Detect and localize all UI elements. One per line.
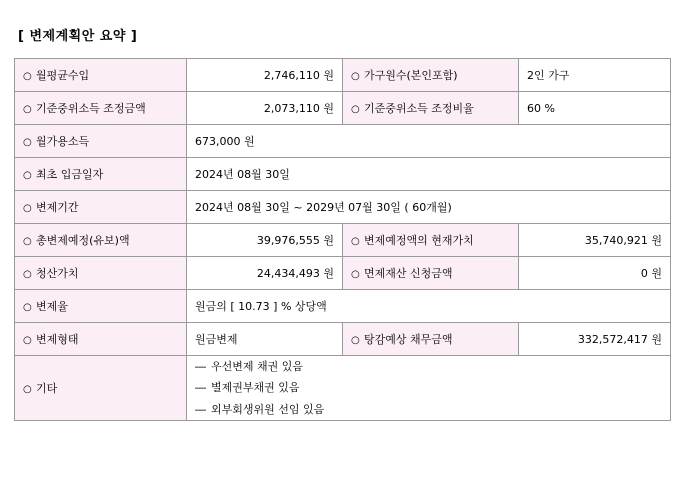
row-value-household-size: 2인 가구 [519, 59, 671, 92]
row-value-repayment-rate: 원금의 [ 10.73 ] % 상당액 [187, 290, 671, 323]
bullet-icon: ○ [23, 335, 32, 346]
dash-icon: ― [195, 402, 206, 416]
bullet-icon: ○ [23, 203, 32, 214]
row-label-exempt-property [343, 257, 519, 290]
row-label-median-income-ratio [343, 92, 519, 125]
row-value-expected-reduction: 332,572,417 원 [519, 323, 671, 356]
row-label-present-value [343, 224, 519, 257]
list-item-text: 별제권부채권 있음 [211, 381, 300, 395]
bullet-icon: ○ [23, 71, 32, 82]
row-label-repayment-rate [15, 290, 187, 323]
list-item [195, 399, 662, 420]
label-text: 면제재산 신청금액 [364, 267, 453, 280]
label-text: 탕감예상 채무금액 [364, 333, 453, 346]
row-label-expected-reduction [343, 323, 519, 356]
bullet-icon: ○ [23, 384, 32, 396]
table-row [15, 224, 671, 257]
label-text: 월가용소득 [36, 135, 90, 148]
bullet-icon: ○ [23, 269, 32, 280]
table-row [15, 323, 671, 356]
table-row [15, 356, 671, 421]
page-title: [ 변제계획안 요약 ] [18, 29, 138, 44]
label-text: 월평균수입 [36, 69, 90, 82]
row-value-disposable-income: 673,000 원 [187, 125, 671, 158]
row-label-household-size [343, 59, 519, 92]
list-item-text: 우선변제 채권 있음 [211, 360, 304, 373]
row-label-repayment-type [15, 323, 187, 356]
row-value-liquidation-value: 24,434,493 원 [187, 257, 343, 290]
bullet-icon: ○ [23, 236, 32, 247]
row-value-repayment-type: 원금변제 [187, 323, 343, 356]
bullet-icon: ○ [351, 71, 360, 82]
row-value-median-income-adjust: 2,073,110 원 [187, 92, 343, 125]
row-label-total-planned [15, 224, 187, 257]
label-text: 변제형태 [36, 333, 79, 346]
bullet-icon: ○ [351, 104, 360, 115]
label-text: 청산가치 [36, 267, 79, 280]
list-item-text: 외부회생위원 선임 있음 [211, 402, 325, 416]
bullet-icon: ○ [23, 170, 32, 181]
row-value-repayment-period: 2024년 08월 30일 ~ 2029년 07월 30일 ( 60개월) [187, 191, 671, 224]
repayment-plan-summary-table [14, 58, 671, 421]
row-label-etc [15, 356, 187, 421]
list-item [195, 356, 662, 377]
label-text: 기타 [36, 382, 58, 396]
bullet-icon: ○ [351, 236, 360, 247]
label-text: 가구원수(본인포함) [364, 69, 458, 82]
row-label-monthly-income [15, 59, 187, 92]
row-label-repayment-period [15, 191, 187, 224]
label-text: 최초 입금일자 [36, 168, 104, 181]
row-label-liquidation-value [15, 257, 187, 290]
row-value-first-payment-date: 2024년 08월 30일 [187, 158, 671, 191]
table-row [15, 92, 671, 125]
row-value-etc [187, 356, 671, 421]
list-item [195, 377, 662, 398]
table-row [15, 59, 671, 92]
table-row [15, 257, 671, 290]
table-row [15, 191, 671, 224]
dash-icon: ― [195, 381, 206, 395]
table-row [15, 125, 671, 158]
row-label-first-payment-date [15, 158, 187, 191]
table-row [15, 290, 671, 323]
label-text: 기준중위소득 조정금액 [36, 102, 146, 115]
label-text: 변제기간 [36, 201, 79, 214]
row-value-present-value: 35,740,921 원 [519, 224, 671, 257]
row-value-total-planned: 39,976,555 원 [187, 224, 343, 257]
row-value-median-income-ratio: 60 % [519, 92, 671, 125]
bullet-icon: ○ [23, 104, 32, 115]
bullet-icon: ○ [351, 335, 360, 346]
table-row [15, 158, 671, 191]
bullet-icon: ○ [351, 269, 360, 280]
bullet-icon: ○ [23, 302, 32, 313]
row-value-exempt-property: 0 원 [519, 257, 671, 290]
row-value-monthly-income: 2,746,110 원 [187, 59, 343, 92]
label-text: 변제예정액의 현재가치 [364, 234, 474, 247]
bullet-icon: ○ [23, 137, 32, 148]
dash-icon: ― [195, 360, 206, 373]
label-text: 기준중위소득 조정비율 [364, 102, 474, 115]
row-label-disposable-income [15, 125, 187, 158]
label-text: 변제율 [36, 300, 68, 313]
row-label-median-income-adjust [15, 92, 187, 125]
label-text: 총변제예정(유보)액 [36, 234, 130, 247]
